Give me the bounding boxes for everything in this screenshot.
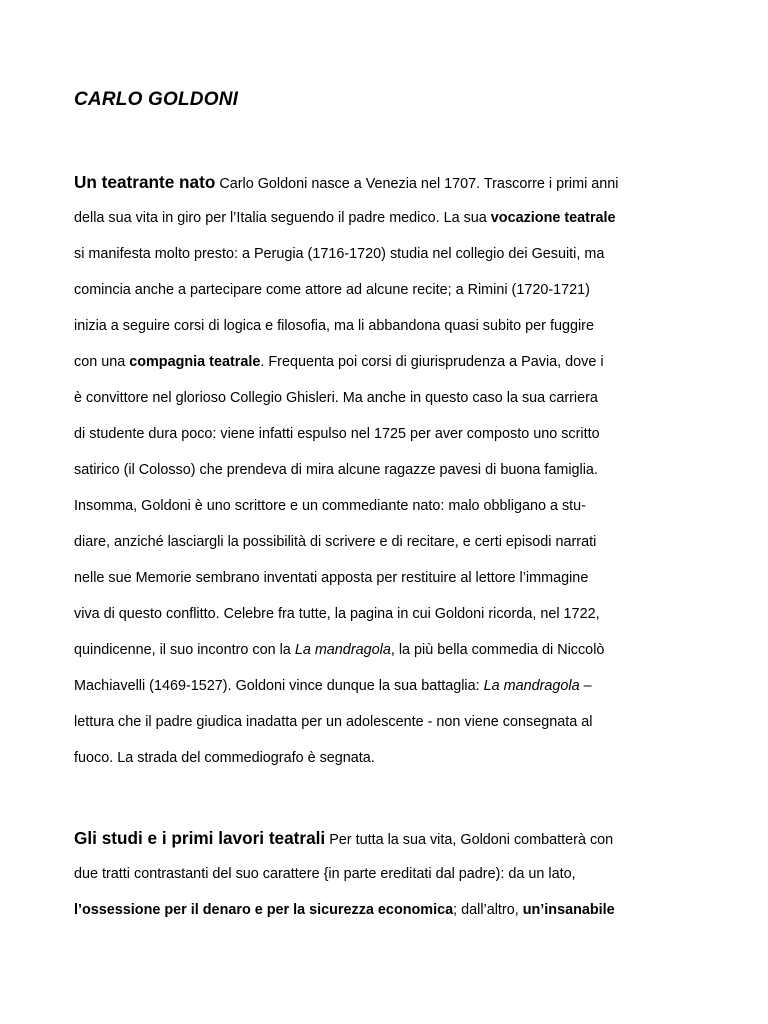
paragraph-line: [74, 308, 694, 344]
text-run: si manifesta molto presto: a Perugia (1716-1720) studia nel collegio dei Gesuiti, ma: [74, 246, 605, 262]
text-run: satirico (il Colosso) che prendeva di mira alcune ragazze pavesi di buona famiglia.: [74, 462, 598, 478]
text-run: lettura che il padre giudica inadatta per un adolescente - non viene consegnata al: [74, 714, 593, 730]
text-run: comincia anche a partecipare come attore ad alcune recite; a Rimini (1720-1721): [74, 282, 590, 298]
paragraph-line: [74, 164, 694, 200]
paragraph-line: [74, 452, 694, 488]
text-run: Per tutta la sua vita, Goldoni combatterà con: [325, 832, 614, 848]
text-run: Machiavelli (1469-1527). Goldoni vince dunque la sua battaglia:: [74, 678, 484, 694]
bold-text: compagnia teatrale: [129, 354, 261, 370]
text-run: diare, anziché lasciargli la possibilità di scrivere e di recitare, e certi episodi narrati: [74, 534, 597, 550]
text-run: nelle sue Memorie sembrano inventati apposta per restituire al lettore l’immagine: [74, 570, 589, 586]
paragraph-line: [74, 596, 694, 632]
paragraph-line: [74, 668, 694, 704]
paragraph-line: [74, 524, 694, 560]
text-run: viva di questo conflitto. Celebre fra tutte, la pagina in cui Goldoni ricorda, nel 1722,: [74, 606, 600, 622]
paragraph-line: [74, 488, 694, 524]
paragraph-line: [74, 236, 694, 272]
paragraph-line: [74, 380, 694, 416]
text-run: Carlo Goldoni nasce a Venezia nel 1707. Trascorre i primi anni: [215, 176, 619, 192]
italic-text: La mandragola: [294, 642, 391, 658]
text-run: –: [579, 678, 592, 694]
section-heading: Gli studi e i primi lavori teatrali: [74, 828, 326, 848]
paragraph-line: [74, 892, 694, 928]
italic-text: La mandragola: [483, 678, 580, 694]
text-run: . Frequenta poi corsi di giurisprudenza a Pavia, dove i: [260, 354, 604, 370]
paragraph-line: [74, 632, 694, 668]
bold-text: un’insanabile: [522, 902, 615, 918]
section-teatrante-nato: [74, 164, 694, 776]
paragraph-line: [74, 272, 694, 308]
paragraph-line: [74, 200, 694, 236]
text-run: della sua vita in giro per l’Italia seguendo il padre medico. La sua: [74, 210, 491, 226]
text-run: di studente dura poco: viene infatti espulso nel 1725 per aver composto uno scritto: [74, 426, 600, 442]
text-run: è convittore nel glorioso Collegio Ghisleri. Ma anche in questo caso la sua carriera: [74, 390, 598, 406]
bold-text: l’ossessione per il denaro e per la sicurezza economica: [74, 902, 454, 918]
text-run: , la più bella commedia di Niccolò: [390, 642, 605, 658]
bold-text: vocazione teatrale: [490, 210, 616, 226]
paragraph-line: [74, 740, 694, 776]
text-run: con una: [74, 354, 130, 370]
paragraph-line: [74, 416, 694, 452]
paragraph-line: [74, 820, 694, 856]
text-run: ; dall’altro,: [453, 902, 523, 918]
paragraph-line: [74, 560, 694, 596]
paragraph-line: [74, 344, 694, 380]
text-run: due tratti contrastanti del suo carattere {in parte ereditati dal padre): da un lato,: [74, 866, 576, 882]
section-heading: Un teatrante nato: [74, 172, 216, 192]
section-studi-primi-lavori: [74, 820, 694, 928]
paragraph-line: [74, 856, 694, 892]
document-title: CARLO GOLDONI: [74, 89, 239, 110]
text-run: inizia a seguire corsi di logica e filosofia, ma li abbandona quasi subito per fuggire: [74, 318, 594, 334]
paragraph-line: [74, 704, 694, 740]
text-run: Insomma, Goldoni è uno scrittore e un commediante nato: malo obbligano a stu-: [74, 498, 586, 514]
text-run: quindicenne, il suo incontro con la: [74, 642, 295, 658]
text-run: fuoco. La strada del commediografo è segnata.: [74, 750, 375, 766]
